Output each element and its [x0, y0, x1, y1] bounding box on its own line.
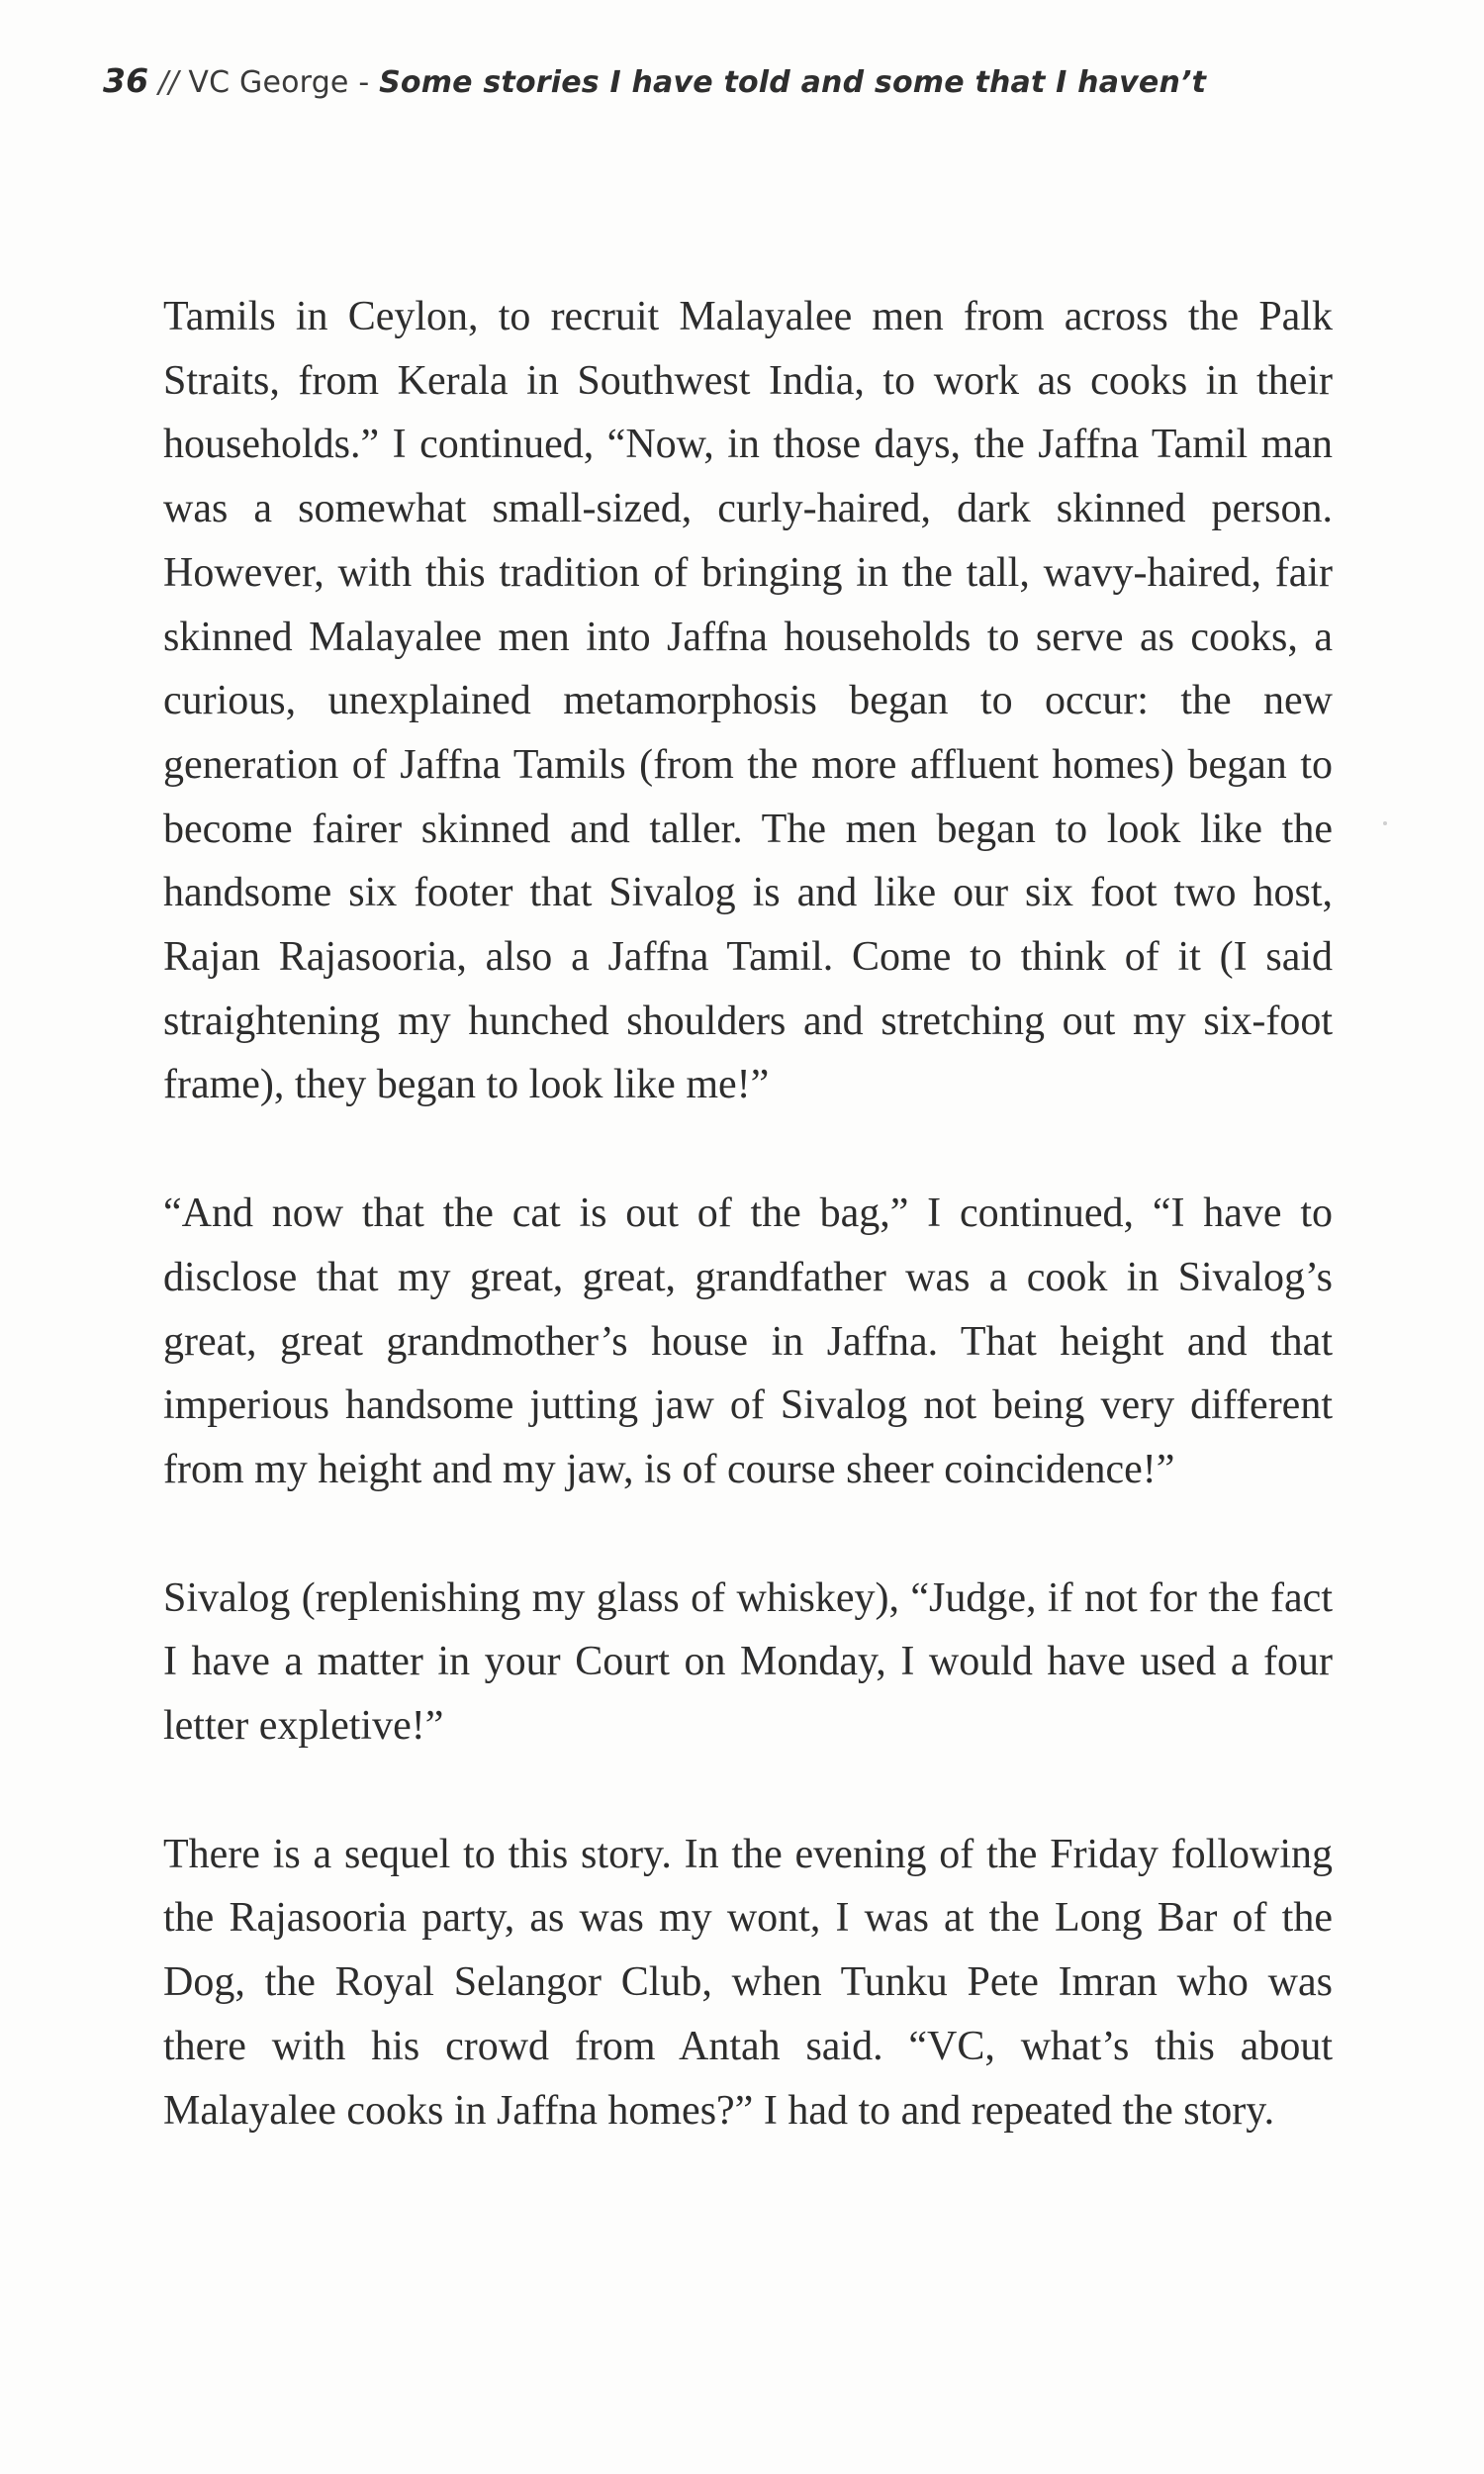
running-head	[103, 61, 1206, 100]
paragraph: Sivalog (replenishing my glass of whiskey), “Judge, if not for the fact I have a matter in your Court on Monday, I would have used a four letter expletive!”	[163, 1574, 1333, 1750]
body-text	[163, 285, 1333, 2142]
author-name: VC George -	[188, 65, 380, 100]
page-number: 36	[103, 61, 149, 100]
paragraph: “And now that the cat is out of the bag,” I continued, “I have to disclose that my great, great, grandfather was a cook in Sivalog’s great, great grandmother’s house in Jaffna. That height and that imperious handsome jutting jaw of Sivalog not being very different from my height and my jaw, is of course sheer coincidence!”	[163, 1190, 1333, 1492]
book-title: Some stories I have told and some that I haven’t	[379, 65, 1207, 100]
running-head-separator: //	[148, 65, 189, 100]
paragraph: There is a sequel to this story. In the evening of the Friday following the Rajasooria party, as was my wont, I was at the Long Bar of the Dog, the Royal Selangor Club, when Tunku Pete Imran who was there with his crowd from Antah said. “VC, what’s this about Malayalee cooks in Jaffna homes?” I had to and repeated the story.	[163, 1831, 1333, 2134]
scan-speck	[1383, 821, 1387, 825]
paragraph: Tamils in Ceylon, to recruit Malayalee men from across the Palk Straits, from Kerala in Southwest India, to work as cooks in their households.” I continued, “Now, in those days, the Jaffna Tamil man was a somewhat small-sized, curly-haired, dark skinned person. However, with this tradition of bringing in the tall, wavy-haired, fair skinned Malayalee men into Jaffna households to serve as cooks, a curious, unexplained metamorphosis began to occur: the new generation of Jaffna Tamils (from the more affluent homes) began to become fairer skinned and taller. The men began to look like the handsome six footer that Sivalog is and like our six foot two host, Rajan Rajasooria, also a Jaffna Tamil. Come to think of it (I said straightening my hunched shoulders and stretching out my six-foot frame), they began to look like me!”	[163, 294, 1333, 1108]
